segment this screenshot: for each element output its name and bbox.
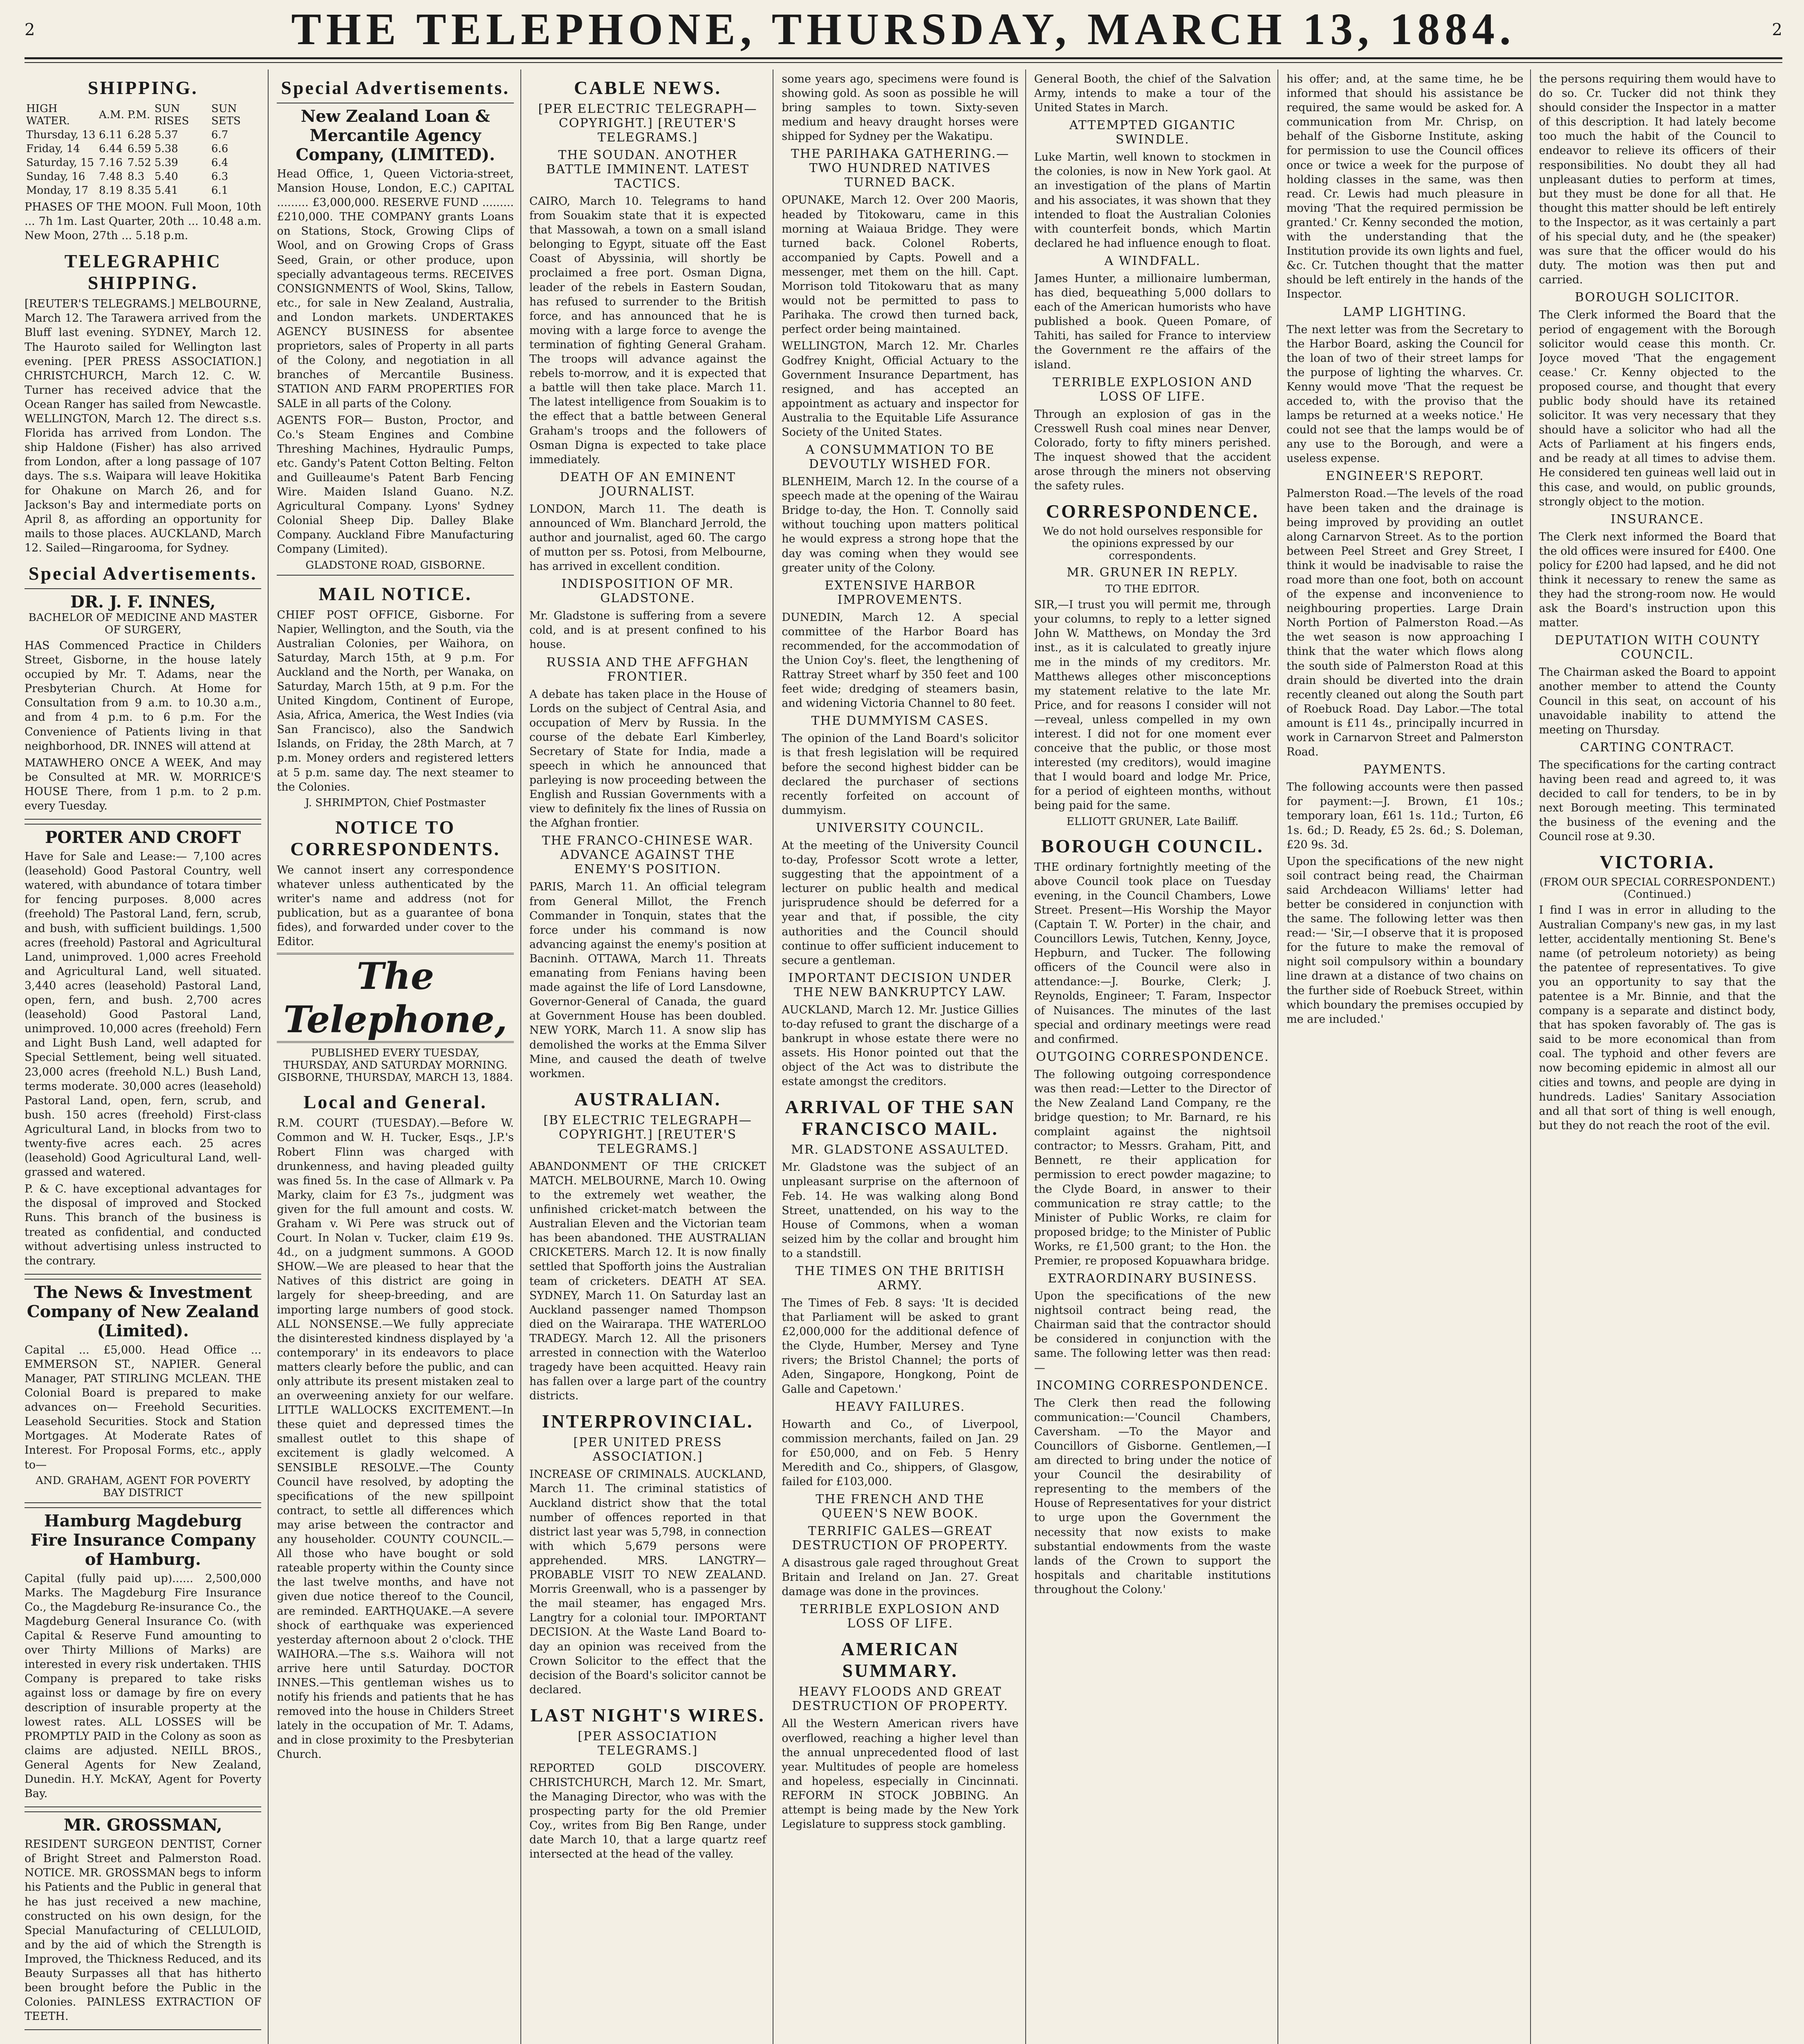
san-francisco-mail-heading: ARRIVAL OF THE SAN FRANCISCO MAIL.	[785, 1096, 1015, 1139]
tide-cell: 6.11	[99, 129, 123, 141]
last-nights-wires-text: REPORTED GOLD DISCOVERY. CHRISTCHURCH, March 12. Mr. Smart, the Managing Director, who was with the prospecting party for the old Premier Coy., writes from Big Ben Range, under date March 10, that a large quartz reef intersected at the head of the valley.	[529, 1762, 766, 1861]
borough-council-heading: BOROUGH COUNCIL.	[1041, 835, 1264, 856]
column-7	[1539, 69, 1782, 2044]
franco-chinese-text: PARIS, March 11. An official telegram from General Millot, the French Commander in Tonquin, states that the force under his command is now advancing against the enemy's position at Bacninh. OTTAWA, March 11. Threats emanating from Fenians having been made against the life of Lord Lansdowne, Governor-General of Canada, the guard at Government House has been doubled. NEW YORK, March 11. A snow slip has demolished the works at the Emma Silver Mine, and caused the death of twelve workmen.	[529, 881, 766, 1080]
ad-porter-croft	[25, 824, 261, 1275]
ad-grossman-name: MR. GROSSMAN,	[63, 1815, 222, 1835]
correspondence-note: We do not hold ourselves responsible for the opinions expressed by our correspondents.	[1042, 525, 1263, 563]
terrible-explosion-heading: TERRIBLE EXPLOSION AND LOSS OF LIFE.	[1052, 375, 1253, 404]
tide-cell: 6.6	[211, 143, 229, 155]
moon-phases: PHASES OF THE MOON. Full Moon, 10th ... 7h 1m. Last Quarter, 20th ... 10.48 a.m. New Moon, 27th ... 5.18 p.m.	[25, 201, 262, 242]
tide-cell: 8.35	[127, 184, 151, 197]
ad-nz-loan-text: Head Office, 1, Queen Victoria-street, Mansion House, London, E.C.) CAPITAL ......... £3,000,000. RESERVE FUND ......... £210,000. THE COMPANY grants Loans on Stations, Stock, Growing Clips of Wool, and on Growing Crops of Grass Seed, Grain, or other produce, upon specially advantageous terms. RECEIVES CONSIGNMENTS of Wool, Skins, Tallow, etc., for sale in New Zealand, Australia, and London markets. UNDERTAKES AGENCY BUSINESS for absentee proprietors, sales of Property in all parts of the Colony, and negotiation in all branches of Mercantile Business. STATION AND FARM PROPERTIES FOR SALE in all parts of the Colony.	[277, 168, 514, 410]
tide-cell: 7.48	[99, 170, 123, 183]
tide-row	[25, 184, 261, 197]
col5-continuation: General Booth, the chief of the Salvation Army, intends to make a tour of the United States in March.	[1034, 73, 1271, 114]
mail-notice-signature: J. SHRIMPTON, Chief Postmaster	[305, 796, 486, 809]
australian-sub: [BY ELECTRIC TELEGRAPH—COPYRIGHT.] [REUTER'S TELEGRAMS.]	[543, 1113, 752, 1156]
outgoing-heading: OUTGOING CORRESPONDENCE.	[1035, 1049, 1269, 1064]
inner-masthead-date: GISBORNE, THURSDAY, MARCH 13, 1884.	[278, 1071, 513, 1084]
notice-correspondents-heading: NOTICE TO CORRESPONDENTS.	[290, 816, 500, 859]
lamp-lighting-text: The next letter was from the Secretary to the Harbor Board, asking the Council for the loan of two of their street lamps for the purpose of lighting the wharves. Cr. Kenny would move 'That the request be acceded to, with the proviso that the lamps be returned at a weeks notice.' He could not see that the lamps would be of any use to the Borough, and were a useless expense.	[1286, 323, 1524, 465]
terrific-gales-text: A disastrous gale raged throughout Great Britain and Ireland on Jan. 27. Great damage was done in the provinces.	[782, 1557, 1019, 1598]
telegraphic-shipping-text: [REUTER'S TELEGRAMS.] MELBOURNE, March 12. The Tarawera arrived from the Bluff last evening. SYDNEY, March 12. The Hauroto sailed for Wellington last evening. [PER PRESS ASSOCIATION.] CHRISTCHURCH, March 12. C. W. Turner has received advice that the Ocean Ranger has sailed from Newcastle. WELLINGTON, March 12. The direct s.s. Florida has arrived from London. The ship Haldone (Fisher) has also arrived from London, after a long passage of 107 days. The s.s. Waipara will leave Hokitika for Ohakune on March 26, and for Jackson's Bay and intermediate ports on April 8, as affording an opportunity for mails to those places. AUCKLAND, March 12. Sailed—Ringarooma, for Sydney.	[25, 298, 262, 554]
engineers-report-heading: ENGINEER'S REPORT.	[1326, 469, 1484, 484]
special-ads-heading-2: Special Advertisements.	[281, 77, 510, 98]
last-nights-wires-heading: LAST NIGHT'S WIRES.	[530, 1704, 765, 1726]
insurance-heading: INSURANCE.	[1610, 512, 1704, 527]
tide-cell: 6.44	[99, 143, 123, 155]
ad-and-graham: AND. GRAHAM, AGENT FOR POVERTY BAY DISTRICT	[35, 1474, 251, 1499]
top-rule-thin	[25, 62, 1782, 63]
borough-solicitor-text: The Clerk informed the Board that the period of engagement with the Borough solicitor would cease this month. Cr. Joyce moved 'That the engagement cease.' Cr. Kenny objected to the proposed course, and thought that every public body should have its retained solicitor. It was very necessary that they should have a solicitor who had all the Acts of Parliament at his fingers ends, and be ready at all times to advise them. He considered ten guineas well laid out in this case, and would, on public grounds, strongly object to the motion.	[1539, 309, 1776, 508]
swindle-text: Luke Martin, well known to stockmen in the colonies, is now in New York gaol. At an investigation of the plans of Martin and his associates, it was shown that they intended to float the Australian Colonies with counterfeit bonds, which Martin declared he had influence enough to float.	[1034, 151, 1271, 250]
ad-nz-loan-name: New Zealand Loan & Mercantile Agency Company, (LIMITED).	[296, 107, 495, 164]
harbour-heading: EXTENSIVE HARBOR IMPROVEMENTS.	[825, 578, 976, 607]
terrible-explosion-text: Through an explosion of gas in the Cresswell Rush coal mines near Denver, Colorado, forty to fifty miners perished. The inquest showed that the accident arose through the miners not observing the safety rules.	[1034, 408, 1271, 493]
heavy-failures-text: Howarth and Co., of Liverpool, commission merchants, failed on Jan. 29 for £50,000, and on Feb. 5 Henry Meredith and Co., shippers, of Glasgow, failed for £103,000.	[782, 1418, 1019, 1488]
gruner-signature: ELLIOTT GRUNER, Late Bailiff.	[1066, 815, 1239, 828]
ad-pc-text: P. & C. have exceptional advantages for the disposal of improved and Stocked Runs. This branch of the business is treated as confidential, and conducted without advertising unless instructed to the contrary.	[25, 1183, 262, 1267]
australian-text: ABANDONMENT OF THE CRICKET MATCH. MELBOURNE, March 10. Owing to the extremely wet weather, the unfinished cricket-match between the Australian Eleven and the Victorian team has been abandoned. THE AUSTRALIAN CRICKETERS. March 12. It is now finally settled that Spofforth joins the Australian team of cricketers. DEATH AT SEA. SYDNEY, March 11. On Saturday last an Auckland passenger named Thompson died on the Wairarapa. THE WATERLOO TRADEGY. March 12. All the prisoners arrested in connection with the Waterloo tragedy have been acquitted. Heavy rain has fallen over a large part of the country districts.	[529, 1160, 766, 1403]
tide-cell: 6.4	[211, 157, 229, 169]
terrific-gales-heading: TERRIFIC GALES—GREAT DESTRUCTION OF PROPERTY.	[792, 1524, 1008, 1553]
column-3	[529, 69, 773, 2044]
telegraphic-shipping-heading: TELEGRAPHIC SHIPPING.	[64, 251, 222, 294]
russia-heading: RUSSIA AND THE AFFGHAN FRONTIER.	[546, 655, 749, 684]
ad-porter-name: PORTER AND CROFT	[45, 828, 241, 847]
masthead	[25, 3, 1782, 56]
gruner-heading: MR. GRUNER IN REPLY.	[1067, 565, 1239, 580]
tide-cell: 5.39	[154, 157, 178, 169]
parihaka-text: OPUNAKE, March 12. Over 200 Maoris, headed by Titokowaru, came in this morning at Waiaua Bridge. They were turned back. Colonel Roberts, accompanied by Capts. Powell and a messenger, met them on the hill. Capt. Morrison told Titokowaru that as many would not be permitted to pass to Parihaka. The crowd then turned back, perfect order being maintained.	[782, 194, 1019, 336]
interprovincial-sub: [PER UNITED PRESS ASSOCIATION.]	[573, 1435, 722, 1464]
ad-matawhero: MATAWHERO ONCE A WEEK, And may be Consulted at MR. W. MORRICE'S HOUSE There, from 1 p.m. to 2 p.m. every Tuesday.	[25, 756, 262, 812]
ad-innes-name: DR. J. F. INNES,	[70, 592, 216, 612]
swindle-heading: ATTEMPTED GIGANTIC SWINDLE.	[1069, 118, 1236, 147]
victoria-sub: (FROM OUR SPECIAL CORRESPONDENT.) (Continued.)	[1539, 876, 1775, 901]
newspaper-title: THE TELEPHONE, THURSDAY, MARCH 13, 1884.	[291, 4, 1516, 54]
tide-row	[25, 170, 261, 184]
page-number-right: 2	[1772, 20, 1782, 39]
ad-hamburg	[25, 1507, 261, 1808]
payments-heading: PAYMENTS.	[1363, 762, 1447, 777]
consummation-text: BLENHEIM, March 12. In the course of a speech made at the opening of the Wairau Bridge to-day, the Hon. T. Connolly said without touching upon matters political he would express a strong hope that the day was coming when they would see greater unity of the Colony.	[782, 475, 1019, 574]
tide-row	[25, 142, 261, 156]
columns	[25, 69, 1782, 2044]
mail-notice-heading: MAIL NOTICE.	[318, 583, 472, 604]
parihaka-heading: THE PARIHAKA GATHERING.—TWO HUNDRED NATIVES TURNED BACK.	[791, 147, 1010, 190]
tide-cell: 6.3	[211, 170, 229, 183]
dummyism-heading: THE DUMMYISM CASES.	[811, 714, 989, 728]
mail-notice-text: CHIEF POST OFFICE, Gisborne. For Napier, Wellington, and the South, via the Australian Colonies, per Waihora, on Saturday, March 15th, at 9 p.m. For Auckland and the North, per Wanaka, on Saturday, March 15th, at 9 p.m. For the United Kingdom, Continent of Europe, Asia, Africa, America, the West Indies (via San Francisco), also the Sandwich Islands, on Friday, the 28th March, at 7 p.m. Money orders and registered letters at 5 p.m. same day. The next steamer to the Colonies.	[277, 608, 514, 793]
page-number-left: 2	[25, 20, 35, 39]
tide-cell: Saturday, 15	[26, 157, 94, 169]
gladstone-assault-heading: MR. GLADSTONE ASSAULTED.	[791, 1143, 1009, 1157]
tide-cell: Monday, 17	[26, 184, 89, 197]
tide-cell: 5.38	[154, 143, 178, 155]
tide-cell: 8.19	[99, 184, 123, 197]
explosion-heading: TERRIBLE EXPLOSION AND LOSS OF LIFE.	[800, 1602, 1000, 1631]
bankruptcy-heading: IMPORTANT DECISION UNDER THE NEW BANKRUPTCY LAW.	[788, 970, 1012, 1000]
payments-text: The following accounts were then passed for payment:—J. Brown, £1 10s.; temporary loan, £61 1s. 11d.; Turton, £6 1s. 6d.; D. Ready, £5 2s. 6d.; S. Doleman, £20 9s. 3d.	[1286, 781, 1524, 851]
times-army-text: The Times of Feb. 8 says: 'It is decided that Parliament will be asked to grant £2,000,000 for the additional defence of the Clyde, Humber, Mersey and Tyne rivers; the Bristol Channel; the ports of Aden, Singapore, Hongkong, Point de Galle and Capetown.'	[782, 1297, 1019, 1396]
ad-innes-text: HAS Commenced Practice in Childers Street, Gisborne, in the house lately occupied by Mr. T. Adams, near the Presbyterian Church. At Home for Consultation from 9 a.m. to 10.30 a.m., and from 4 p.m. to 6 p.m. For the Convenience of Patients living in that neighborhood, DR. INNES will attend at	[25, 639, 262, 753]
tide-cell: 5.37	[154, 129, 178, 141]
cable-news-sub: [PER ELECTRIC TELEGRAPH—COPYRIGHT.] [REUTER'S TELEGRAMS.]	[538, 102, 757, 145]
tide-cell: 8.3	[127, 170, 145, 183]
tide-header-cell: SUN RISES	[154, 103, 189, 127]
outgoing-text: The following outgoing correspondence was then read:—Letter to the Director of the New Zealand Land Company, re the bridge question; to Mr. Barnard, re his complaint against the nightsoil contractor; to Messrs. Graham, Pitt, and Bennett, re their application for permission to erect powder magazine; to the Clyde Board, in answer to their communication re stray cattle; to the Minister of Public Works, re claim for proposed bridge; to the Minister of Public Works, re £1,500 grant; to the Hon. the Premier, re proposed Kopuawhara bridge.	[1034, 1068, 1271, 1267]
tide-cell: 6.59	[127, 143, 151, 155]
engineers-report-text: Palmerston Road.—The levels of the road have been taken and the drainage is being improved by providing an outlet along Carnarvon Street. As to the portion between Peel Street and Grey Street, I think it would be inadvisable to raise the road more than one foot, both on account of the expense and inconvenience to neighbouring properties. Large Drain North Portion of Palmerston Road.—As the wet season is now approaching I think that the water which flows along the south side of Palmerston Road at this drain should be diverted into the drain recently cleaned out along the South part of Roebuck Road. Day Labor.—The total amount is £11 4s., principally incurred in work in Carnarvon Street and Palmerston Road.	[1286, 487, 1524, 759]
tide-table	[25, 102, 261, 197]
gruner-text: SIR,—I trust you will permit me, through your columns, to reply to a letter signed John W. Matthews, on Monday the 3rd inst., as it is calculated to greatly injure me in the minds of my creditors. Mr. Matthews alleges other misconceptions my statement relative to the late Mr. Price, and for reasons I consider will not—reveal, unless compelled in my own interest. I did not for one moment ever conceive that the public, or those most interested (my creditors), would imagine that I would board and lodge Mr. Price, for a period of eighteen months, without being paid for the same.	[1034, 598, 1271, 812]
column-1	[25, 69, 269, 2044]
column-2	[277, 69, 521, 2044]
column-4	[782, 69, 1026, 2044]
times-army-heading: THE TIMES ON THE BRITISH ARMY.	[795, 1264, 1005, 1293]
heavy-failures-heading: HEAVY FAILURES.	[835, 1399, 965, 1414]
tide-row	[25, 156, 261, 170]
tide-cell: 5.41	[154, 184, 178, 197]
to-editor: TO THE EDITOR.	[1105, 583, 1200, 596]
column-6	[1286, 69, 1531, 2044]
local-general-heading: Local and General.	[303, 1091, 487, 1113]
tide-header-cell: HIGH WATER.	[26, 103, 70, 127]
tide-cell: 6.28	[127, 129, 151, 141]
bankruptcy-text: AUCKLAND, March 12. Mr. Justice Gillies to-day refused to grant the discharge of a bankrupt in whose estate there were no assets. His Honor pointed out that the object of the Act was to distribute the estate amongst the creditors.	[782, 1003, 1019, 1088]
borough-solicitor-heading: BOROUGH SOLICITOR.	[1575, 290, 1740, 305]
incoming-heading: INCOMING CORRESPONDENCE.	[1036, 1378, 1269, 1393]
university-text: At the meeting of the University Council to-day, Professor Scott wrote a letter, suggesting that the appointment of a lecturer on public health and medical jurisprudence should be deferred for a year and that, if possible, the city authorities and the Council should continue to offer sufficient inducement to secure a gentleman.	[782, 839, 1019, 967]
ad-nz-loan-address: GLADSTONE ROAD, GISBORNE.	[305, 559, 485, 572]
tide-cell: 6.1	[211, 184, 229, 197]
inner-masthead-sub: PUBLISHED EVERY TUESDAY, THURSDAY, AND SATURDAY MORNING.	[283, 1047, 508, 1072]
tide-cell: Thursday, 13	[26, 129, 96, 141]
shipping-heading: SHIPPING.	[87, 77, 198, 98]
column-5	[1034, 69, 1278, 2044]
incoming-text: The Clerk then read the following communication:—'Council Chambers, Caversham. —To the Mayor and Councillors of Gisborne. Gentlemen,—I am directed to bring under the notice of your Council the desirability of representing to the members of the House of Representatives for your district to urge upon the Government the necessity that now exists to make substantial endowments from the waste lands of the Crown to support the hospitals and charitable institutions throughout the Colony.'	[1034, 1396, 1271, 1596]
ad-innes	[25, 588, 261, 820]
tide-header-cell: SUN SETS	[211, 103, 241, 127]
american-summary-heading: AMERICAN SUMMARY.	[840, 1638, 960, 1681]
tide-cell: Friday, 14	[26, 143, 80, 155]
soudan-heading: THE SOUDAN. ANOTHER BATTLE IMMINENT. LATEST TACTICS.	[546, 148, 749, 191]
insurance-text: The Clerk next informed the Board that the old offices were insured for £400. One policy for £200 had lapsed, and he did not think it necessary to renew the same as they had the strong-room now. He would ask the Board's instruction upon this matter.	[1539, 530, 1776, 630]
victoria-text: I find I was in error in alluding to the Australian Company's new gas, in my last letter, accidentally mentioning St. Bene's name (of petroleum notoriety) as being the patentee of representatives. To give you an opportunity to say that the patentee is a Mr. Binnie, and that the company is a separate and distinct body, that has spoken favorably of. The gas is said to be more economical than from coal. The typhoid and other fevers are now becoming epidemic in almost all our cities and towns, and people are dying in hundreds. Ladies' Sanitary Association and all that sort of thing is well enough, but they do not reach the root of the evil.	[1539, 904, 1776, 1132]
top-rule	[25, 57, 1782, 59]
university-heading: UNIVERSITY COUNCIL.	[816, 820, 985, 835]
extraordinary-text: Upon the specifications of the new nightsoil contract being read, the Chairman said that the contractor should be considered in conjunction with the same. The following letter was then read:—	[1034, 1290, 1271, 1374]
deputation-text: The Chairman asked the Board to appoint another member to attend the County Council in this seat, on account of his unavoidable inability to attend the meeting on Thursday.	[1539, 666, 1776, 736]
interprovincial-heading: INTERPROVINCIAL.	[542, 1411, 754, 1432]
franco-chinese-heading: THE FRANCO-CHINESE WAR. ADVANCE AGAINST THE ENEMY'S POSITION.	[542, 834, 754, 877]
ad-nz-loan	[277, 103, 513, 576]
death-journalist-text: LONDON, March 11. The death is announced of Wm. Blanchard Jerrold, the author and journalist, aged 60. The cargo of mutton per ss. Potosi, from Melbourne, has arrived in excellent condition.	[529, 502, 766, 573]
windfall-text: James Hunter, a millionaire lumberman, has died, bequeathing 5,000 dollars to each of the American humorists who have published a book. Queen Pomare, of Tahiti, has sailed for France to interview the Government re the affairs of the island.	[1034, 272, 1271, 371]
soudan-text: CAIRO, March 10. Telegrams to hand from Souakim state that it is expected that Massowah, a town on a small island belonging to Egypt, situate off the East Coast of Abyssinia, will shortly be proclaimed a free port. Osman Digna, leader of the rebels in Eastern Soudan, has refused to surrender to the British force, and has announced that he is moving with a large force to avenge the termination of fighting General Graham. The troops will advance against the rebels to-morrow, and it is expected that a battle will then take place. March 11. The latest intelligence from Souakim is to the effect that a battle between General Graham's troops and the followers of Osman Digna is expected to take place immediately.	[529, 195, 766, 466]
tide-header-row	[25, 102, 261, 128]
tide-cell: 7.52	[127, 157, 151, 169]
tide-cell: Sunday, 16	[26, 170, 85, 183]
special-ads-heading: Special Advertisements.	[28, 563, 258, 584]
tide-header-cell: A.M.	[99, 109, 124, 121]
death-journalist-heading: DEATH OF AN EMINENT JOURNALIST.	[560, 470, 736, 499]
local-general-text: R.M. COURT (TUESDAY).—Before W. Common and W. H. Tucker, Esqs., J.P.'s Robert Flinn was charged with drunkenness, and having pleaded guilty was fined 5s. In the case of Allmark v. Pa Marky, claim for £3 7s., judgment was given for the full amount and costs. W. Graham v. Wi Pere was struck out of Court. In Nolan v. Tucker, claim £19 9s. 4d., on a judgment summons. A GOOD SHOW.—We are pleased to hear that the Natives of this district are going in largely for sheep-breeding, and are importing large numbers of good stock. ALL NONSENSE.—We fully appreciate the disinterested kindness displayed by 'a contemporary' in its endeavors to place matters clearly before the public, and can only attribute its present mistaken zeal to an overweening anxiety for our welfare. LITTLE WALLOCKS EXCITEMENT.—In these quiet and depressed times the smallest outlet to this shape of excitement is gladly welcomed. A SENSIBLE RESOLVE.—The County Council have resolved, by adopting the specifications of the new spillpoint contract, to settle all differences which may arise between the contractor and any householder. COUNTY COUNCIL.—All those who have bought or sold rateable property within the County since the last twelve months, and have not given due notice thereof to the Council, are reminded. EARTHQUAKE.—A severe shock of earthquake was experienced yesterday afternoon about 2 o'clock. THE WAIHORA.—The s.s. Waihora will not arrive here until Saturday. DOCTOR INNES.—This gentleman wishes us to notify his friends and patients that he has removed into the house in Childers Street lately in the occupation of Mr. T. Adams, and in close proximity to the Presbyterian Church.	[277, 1117, 514, 1761]
cable-news-heading: CABLE NEWS.	[574, 77, 722, 98]
ad-news-investment	[25, 1279, 261, 1503]
gladstone-heading: INDISPOSITION OF MR. GLADSTONE.	[561, 577, 734, 606]
tide-cell: 5.40	[154, 170, 178, 183]
gladstone-text: Mr. Gladstone is suffering from a severe cold, and is at present confined to his house.	[529, 610, 766, 651]
last-nights-wires-sub: [PER ASSOCIATION TELEGRAMS.]	[578, 1729, 718, 1758]
ad-innes-title: BACHELOR OF MEDICINE AND MASTER OF SURGERY,	[28, 611, 258, 636]
correspondence-heading: CORRESPONDENCE.	[1046, 501, 1259, 522]
ad-porter-text: Have for Sale and Lease:— 7,100 acres (leasehold) Good Pastoral Country, well watered, with abundance of totara timber for fencing purposes. 8,000 acres (freehold) The Pastoral Land, fern, scrub, and bush, with sufficient buildings. 1,500 acres (freehold) Pastoral and Agricultural Land, unimproved. 1,000 acres Freehold and Agricultural Land, well situated. 3,440 acres (leasehold) Pastoral Land, open, fern, and bush. 2,700 acres (leasehold) Good Pastoral Land, unimproved. 10,000 acres (freehold) Fern and Light Bush Land, well adapted for Special Settlement, being well situated. 23,000 acres (freehold N.L.) Bush Land, terms moderate. 30,000 acres (leasehold) Pastoral Land, open, fern, scrub, and bush. 150 acres (freehold) First-class Agricultural Land, in blocks from two to twenty-five acres each. 25 acres (leasehold) Good Agricultural Land, well-grassed and watered.	[25, 850, 262, 1179]
lamp-lighting-heading: LAMP LIGHTING.	[1343, 305, 1467, 319]
gladstone-assault-text: Mr. Gladstone was the subject of an unpleasant surprise on the afternoon of Feb. 14. He was walking along Bond Street, unattended, on his way to the House of Commons, when a woman seized him by the collar and brought him to a standstill.	[782, 1161, 1019, 1260]
carting-contract-text: The specifications for the carting contract having been read and agreed to, it was decided to call for tenders, to be in by next Borough meeting. This terminated the business of the evening and the Council rose at 9.30.	[1539, 758, 1776, 843]
deputation-heading: DEPUTATION WITH COUNTY COUNCIL.	[1554, 633, 1760, 662]
russia-text: A debate has taken place in the House of Lords on the subject of Central Asia, and occupation of Merv by Russia. In the course of the debate Earl Kimberley, Secretary of State for India, made a speech in which he announced that parleying is now proceeding between the English and Russian Governments with a view to definitely fix the lines of Russia on the Afghan frontier.	[529, 688, 766, 830]
col6-extraordinary-text: Upon the specifications of the new night soil contract being read, the Chairman said Archdeacon Williams' letter had better be considered in conjunction with the same. The following letter was then read:— 'Sir,—I observe that it is proposed for the future to make the removal of night soil compulsory within a boundary line drawn at a distance of two chains on the further side of Roebuck Street, within which boundary the premises occupied by me are included.'	[1286, 855, 1524, 1026]
queens-book-heading: THE FRENCH AND THE QUEEN'S NEW BOOK.	[816, 1492, 985, 1521]
notice-correspondents-text: We cannot insert any correspondence whatever unless authenticated by the writer's name and address (not for publication, but as a guarantee of bona fides), and forwarded under cover to the Editor.	[277, 863, 514, 948]
ad-hamburg-text: Capital (fully paid up)...... 2,500,000 Marks. The Magdeburg Fire Insurance Co., the Magdeburg Re-insurance Co., the Magdeburg General Insurance Co. (with Capital & Reserve Fund amounting to over Thirty Millions of Marks) are interested in every risk undertaken. THIS Company is prepared to take risks against loss or damage by fire on every description of insurable property at the lowest rates. ALL LOSSES will be PROMPTLY PAID in the Colony as soon as claims are adjusted. NEILL BROS., General Agents for New Zealand, Dunedin. H.Y. McKAY, Agent for Poverty Bay.	[25, 1572, 262, 1800]
tide-header-cell: P.M.	[127, 109, 150, 121]
col6-continuation: his offer; and, at the same time, he be informed that should his assistance be required, the same would be asked for. A communication from Mr. Chrisp, on behalf of the Gisborne Institute, asking for permission to use the Council offices once or twice a week for the purpose of holding classes in the same, was then read. Cr. Lewis had much pleasure in moving 'That the required permission be granted.' Cr. Kenny seconded the motion, with the understanding that the Institution provide its own lights and fuel, &c. Cr. Tutchen thought that the matter should be left entirely in the hands of the Inspector.	[1286, 73, 1524, 301]
ad-nz-loan-agents: AGENTS FOR— Buston, Proctor, and Co.'s Steam Engines and Combine Threshing Machines, Hydraulic Pumps, etc. Gandy's Patent Cotton Belting. Felton and Guilleaume's Patent Barb Fencing Wire. Maiden Island Guano. N.Z. Agricultural Company. Lyons' Sydney Colonial Sheep Dip. Dalley Blake Company. Auckland Fibre Manufacturing Company (Limited).	[277, 414, 514, 556]
wellington-text: WELLINGTON, March 12. Mr. Charles Godfrey Knight, Official Actuary to the Government Insurance Department, has resigned, and has accepted an appointment as actuary and inspector for Australia to the Equitable Life Assurance Society of the United States.	[782, 340, 1019, 439]
harbour-text: DUNEDIN, March 12. A special committee of the Harbor Board has recommended, for the accommodation of the Union Coy's. fleet, the lengthening of Rattray Street wharf by 350 feet and 100 feet wide; dredging of steamers basin, and widening Victoria Channel to 80 feet.	[782, 611, 1019, 710]
borough-council-text: THE ordinary fortnightly meeting of the above Council took place on Tuesday evening, in the Council Chambers, Lowe Street. Present—His Worship the Mayor (Captain T. W. Porter) in the chair, and Councillors Lewis, Tutchen, Kenny, Joyce, Hepburn, and Tucker. The following officers of the Council were also in attendance:—J. Bourke, Clerk; J. Reynolds, Engineer; T. Faram, Inspector of Nuisances. The minutes of the last special and ordinary meetings were read and confirmed.	[1034, 861, 1271, 1046]
ad-news-name: The News & Investment Company of New Zealand (Limited).	[27, 1282, 259, 1340]
interprovincial-text: INCREASE OF CRIMINALS. AUCKLAND, March 11. The criminal statistics of Auckland district show that the total number of offences reported in that district last year was 5,798, in connection with which 5,679 persons were apprehended. MRS. LANGTRY—PROBABLE VISIT TO NEW ZEALAND. Morris Greenwall, who is a passenger by the mail steamer, has engaged Mrs. Langtry for a colonial tour. IMPORTANT DECISION. At the Waste Land Board to-day an opinion was received from the Crown Solicitor to the effect that the decision of the Board's solicitor cannot be declared.	[529, 1468, 766, 1696]
consummation-heading: A CONSUMMATION TO BE DEVOUTLY WISHED FOR.	[805, 443, 995, 472]
ad-hamburg-name: Hamburg Magdeburg Fire Insurance Company of Hamburg.	[30, 1511, 255, 1569]
extraordinary-heading: EXTRAORDINARY BUSINESS.	[1048, 1271, 1257, 1286]
ad-grossman	[25, 1811, 261, 2030]
carting-contract-heading: CARTING CONTRACT.	[1580, 740, 1735, 755]
ad-news-text: Capital ... £5,000. Head Office ... EMMERSON ST., NAPIER. General Manager, PAT STIRLING MCLEAN. THE Colonial Board is prepared to make advances on— Freehold Securities. Leasehold Securities. Stock and Station Mortgages. At Moderate Rates of Interest. For Proposal Forms, etc., apply to—	[25, 1343, 262, 1471]
inner-masthead: The Telephone,	[277, 953, 513, 1043]
tide-cell: 7.16	[99, 157, 123, 169]
american-summary-sub: HEAVY FLOODS AND GREAT DESTRUCTION OF PROPERTY.	[792, 1685, 1008, 1714]
windfall-heading: A WINDFALL.	[1104, 253, 1201, 268]
tide-row	[25, 128, 261, 142]
dummyism-text: The opinion of the Land Board's solicitor is that fresh legislation will be required before the second highest bidder can be declared the purchaser of sections recently forfeited on account of dummyism.	[782, 732, 1019, 817]
victoria-heading: VICTORIA.	[1600, 852, 1715, 873]
ad-grossman-text: RESIDENT SURGEON DENTIST, Corner of Bright Street and Palmerston Road. NOTICE. MR. GROSSMAN begs to inform his Patients and the Public in general that he has just received a new machine, constructed on his own design, for the Special Manufacturing of CELLULOID, and by the aid of which the Strength is Improved, the Thickness Reduced, and its Beauty Surpasses all that has hitherto been brought before the Public in the Colonies. PAINLESS EXTRACTION OF TEETH.	[25, 1838, 262, 2023]
australian-heading: AUSTRALIAN.	[574, 1088, 722, 1109]
american-summary-text: All the Western American rivers have overflowed, reaching a higher level than the annual unprecedented flood of last year. Multitudes of people are homeless and hopeless, especially in Cincinnati. REFORM IN STOCK JOBBING. An attempt is being made by the New York Legislature to suppress stock gambling.	[782, 1717, 1019, 1831]
col4-continuation: some years ago, specimens were found is showing gold. As soon as possible he will bring samples to town. Sixty-seven medium and heavy draught horses were shipped for Sydney per the Wakatipu.	[782, 73, 1019, 143]
col7-continuation: the persons requiring them would have to do so. Cr. Tucker did not think they should consider the Inspector in a matter of this description. It had lately become too much the habit of the Council to endeavor to relieve its officers of their responsibilities. No doubt they all had unpleasant duties to perform at times, but they must be done for all that. He thought this matter should be left entirely to the Inspector, as it was certainly a part of his special duty, and he (the speaker) was sure that the officer would do his duty. The motion was then put and carried.	[1539, 73, 1776, 287]
tide-cell: 6.7	[211, 129, 229, 141]
